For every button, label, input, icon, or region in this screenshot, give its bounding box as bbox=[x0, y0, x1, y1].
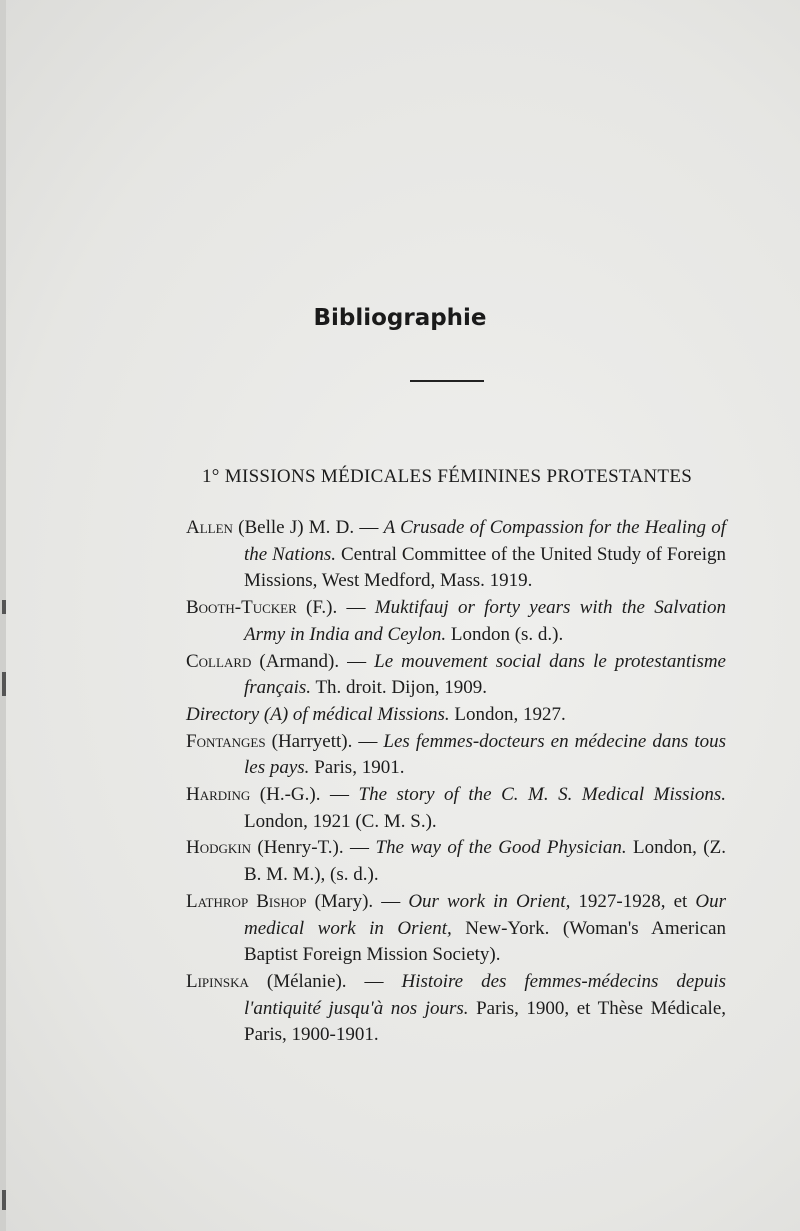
entry-author: Booth-Tucker bbox=[186, 597, 297, 619]
entry-publication: London, 1921 (C. M. S.). bbox=[244, 810, 437, 832]
entry-title: Les femmes-docteurs en médecine dans tous les pays. bbox=[244, 730, 726, 779]
edge-mark bbox=[2, 600, 6, 614]
entry-publication: 1927-1928, et bbox=[570, 890, 696, 912]
entry-author-detail: (F.). — bbox=[296, 597, 375, 619]
section-heading: 1° MISSIONS MÉDICALES FÉMININES PROTESTANTES bbox=[202, 466, 693, 487]
entry-title: The story of the C. M. S. Medical Missions. bbox=[358, 784, 726, 806]
entry-publication: Th. droit. Dijon, 1909. bbox=[311, 677, 487, 699]
bibliography-entry bbox=[186, 889, 726, 969]
bibliography-entry bbox=[186, 835, 726, 888]
entry-publication: London, 1927. bbox=[449, 703, 566, 725]
bibliography-list bbox=[186, 515, 726, 1049]
entry-author-detail: (Mélanie). — bbox=[248, 970, 402, 992]
edge-mark bbox=[2, 672, 6, 696]
entry-title: Our work in Orient, bbox=[408, 890, 571, 912]
entry-author: Harding bbox=[186, 784, 251, 806]
entry-publication: London (s. d.). bbox=[446, 623, 564, 645]
bibliography-entry bbox=[186, 702, 726, 729]
entry-author-detail: (Armand). — bbox=[251, 650, 375, 672]
title-rule bbox=[410, 380, 484, 382]
bibliography-entry bbox=[186, 595, 726, 648]
entry-publication: Paris, 1900, et Thèse Médicale, Paris, 1900-1901. bbox=[244, 997, 727, 1046]
entry-author: Hodgkin bbox=[186, 837, 251, 859]
entry-author-detail: (H.-G.). — bbox=[250, 784, 359, 806]
entry-author: Lathrop Bishop bbox=[186, 890, 307, 912]
entry-author: Allen bbox=[186, 517, 233, 538]
entry-title: Histoire des femmes-médecins depuis l'antiquité jusqu'à nos jours. bbox=[244, 970, 726, 1019]
entry-title: Muktifauj or forty years with the Salvation Army in India and Ceylon. bbox=[244, 597, 726, 645]
entry-title: Le mouvement social dans le protestantisme français. bbox=[244, 650, 726, 699]
entry-title: Our medical work in Orient, bbox=[244, 890, 726, 939]
entry-title: Directory (A) of médical Missions. bbox=[186, 703, 450, 725]
bibliography-entry bbox=[186, 782, 726, 835]
bibliography-entry bbox=[186, 515, 726, 595]
entry-publication: London, (Z. B. M. M.), (s. d.). bbox=[244, 837, 726, 886]
page-binding-edge bbox=[0, 0, 6, 1231]
edge-mark bbox=[2, 1190, 6, 1210]
entry-title: The way of the Good Physician. bbox=[375, 837, 627, 859]
entry-author: Collard bbox=[186, 650, 252, 672]
entry-author-detail: (Mary). — bbox=[306, 890, 409, 912]
entry-publication: Central Committee of the United Study of Foreign Missions, West Medford, Mass. 1919. bbox=[244, 543, 727, 592]
page-title: Bibliographie bbox=[313, 305, 487, 331]
entry-author-detail: (Henry-T.). — bbox=[251, 837, 376, 859]
bibliography-entry bbox=[186, 649, 726, 702]
entry-publication: Paris, 1901. bbox=[309, 757, 405, 779]
entry-author: Lipinska bbox=[186, 970, 249, 992]
entry-author-detail: (Belle J) M. D. — bbox=[232, 517, 384, 538]
entry-author: Fontanges bbox=[186, 730, 266, 752]
entry-publication: New-York. (Woman's American Baptist Foreign Mission Society). bbox=[244, 917, 726, 966]
bibliography-entry bbox=[186, 729, 726, 782]
entry-author-detail: (Harryett). — bbox=[265, 730, 384, 752]
entry-title: A Crusade of Compassion for the Healing of the Nations. bbox=[244, 517, 726, 565]
bibliography-entry bbox=[186, 969, 726, 1049]
